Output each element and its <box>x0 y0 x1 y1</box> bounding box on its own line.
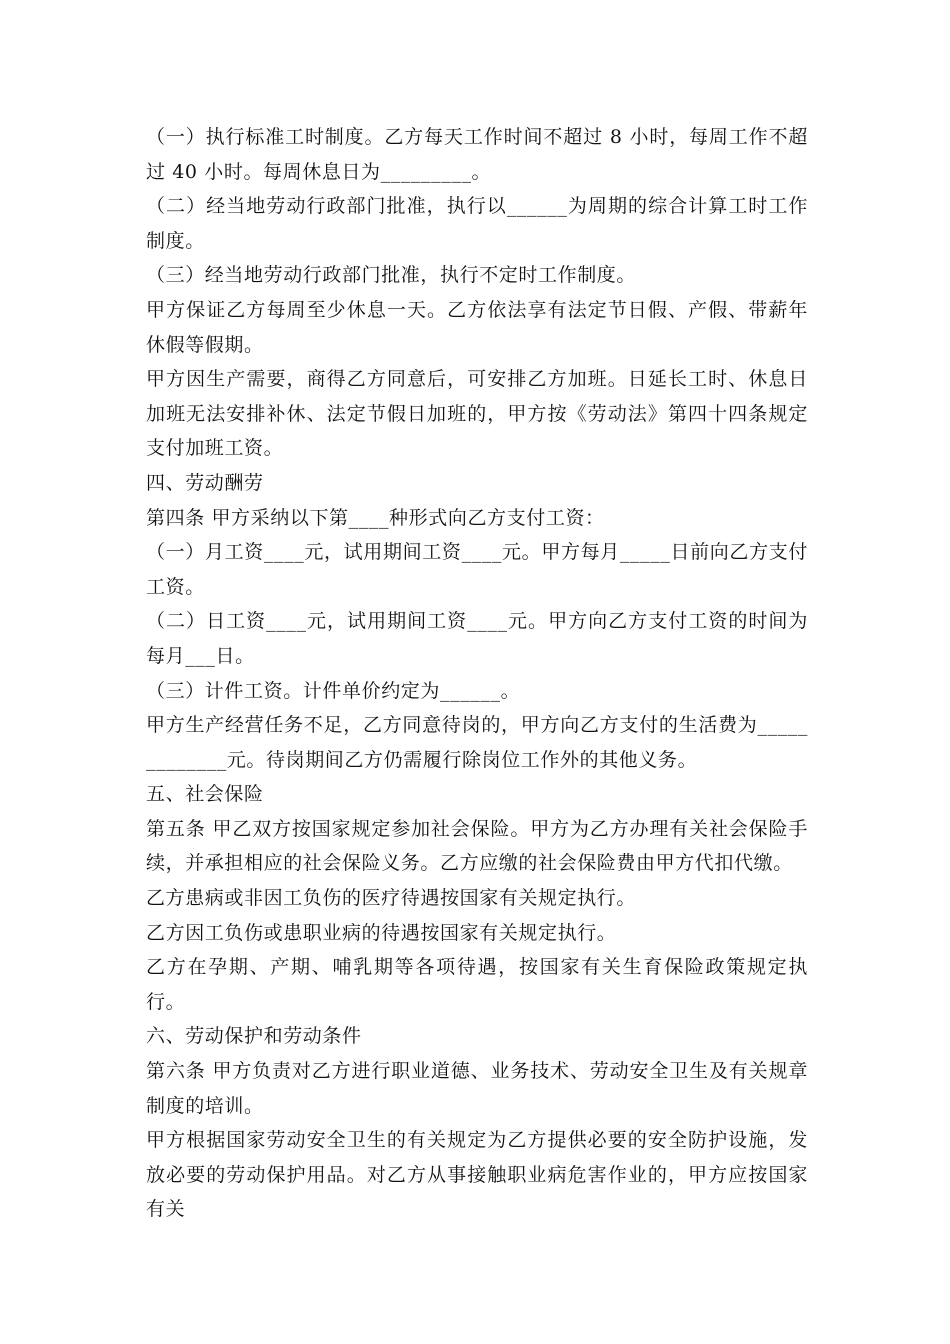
paragraph: （二）日工资____元，试用期间工资____元。甲方向乙方支付工资的时间为每月___日。 <box>146 610 808 667</box>
paragraph: （一）月工资____元，试用期间工资____元。甲方每月_____日前向乙方支付工资。 <box>146 541 808 598</box>
section-heading: 六、劳动保护和劳动条件 <box>146 1025 362 1048</box>
section-heading: 四、劳动酬劳 <box>146 471 264 494</box>
paragraph: 乙方因工负伤或患职业病的待遇按国家有关规定执行。 <box>146 921 617 944</box>
paragraph: （一）执行标准工时制度。乙方每天工作时间不超过 8 小时，每周工作不超过 40 小时。每周休息日为_________。 <box>146 126 808 183</box>
paragraph: （三）经当地劳动行政部门批准，执行不定时工作制度。 <box>146 264 637 287</box>
document-body <box>146 120 808 1227</box>
article-paragraph: 第六条 甲方负责对乙方进行职业道德、业务技术、劳动安全卫生及有关规章制度的培训。 <box>146 1060 808 1117</box>
article-paragraph: 第四条 甲方采纳以下第____种形式向乙方支付工资： <box>146 506 605 529</box>
paragraph: 乙方患病或非因工负伤的医疗待遇按国家有关规定执行。 <box>146 887 637 910</box>
paragraph: 甲方生产经营任务不足，乙方同意待岗的，甲方向乙方支付的生活费为_____________元。待岗期间乙方仍需履行除岗位工作外的其他义务。 <box>146 714 808 771</box>
paragraph: （三）计件工资。计件单价约定为______。 <box>146 679 521 702</box>
section-heading: 五、社会保险 <box>146 783 264 806</box>
paragraph: 甲方保证乙方每周至少休息一天。乙方依法享有法定节日假、产假、带薪年休假等假期。 <box>146 298 808 356</box>
paragraph: 甲方因生产需要，商得乙方同意后，可安排乙方加班。日延长工时、休息日加班无法安排补休、法定节假日加班的，甲方按《劳动法》第四十四条规定支付加班工资。 <box>146 368 808 460</box>
paragraph: （二）经当地劳动行政部门批准，执行以______为周期的综合计算工时工作制度。 <box>146 195 808 252</box>
article-paragraph: 第五条 甲乙双方按国家规定参加社会保险。甲方为乙方办理有关社会保险手续，并承担相应的社会保险义务。乙方应缴的社会保险费由甲方代扣代缴。 <box>146 817 808 875</box>
paragraph: 乙方在孕期、产期、哺乳期等各项待遇，按国家有关生育保险政策规定执行。 <box>146 956 808 1013</box>
paragraph: 甲方根据国家劳动安全卫生的有关规定为乙方提供必要的安全防护设施，发放必要的劳动保护用品。对乙方从事接触职业病危害作业的，甲方应按国家有关 <box>146 1129 808 1221</box>
